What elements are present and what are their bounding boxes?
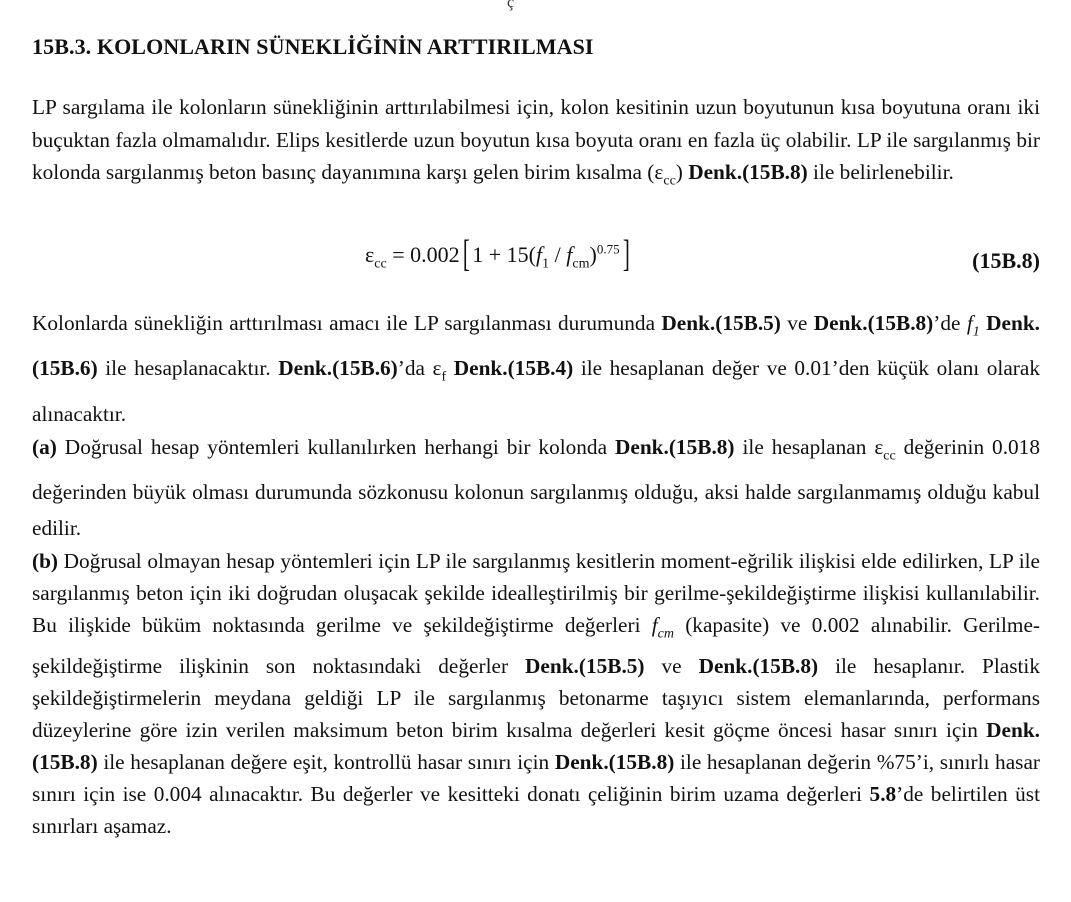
equation-ref: Denk.(15B.8) xyxy=(554,750,675,775)
paragraph-ductility: Kolonlarda sünekliğin arttırılması amacı ile LP sargılanması durumunda Denk.(15B.5) ve Denk.(15B.8)’de $f_1$ Denk.(15B.6) ile hesaplanacaktır. Denk.(15B.6)’da $\varepsilon_f$ Denk.(15B.4) ile hesaplanan değer ve 0.01’den küçük olanı olarak alınacaktır. xyxy=(32,311,1040,426)
equation-ref: Denk.(15B.6) xyxy=(278,356,398,381)
epsilon-symbol: $\varepsilon_{cc}$ xyxy=(654,160,676,189)
equation-15b8 xyxy=(32,233,1040,280)
epsilon-f-symbol: $\varepsilon_f$ xyxy=(432,356,447,385)
f1-symbol: $f_1$ xyxy=(966,311,980,340)
fcm-symbol: $f_{cm}$ xyxy=(651,613,674,642)
equation-ref: Denk.(15B.8) xyxy=(615,435,735,459)
equation-ref: Denk.(15B.8) xyxy=(698,654,819,679)
equation-ref: Denk.(15B.6) xyxy=(32,311,1040,381)
paragraph-b: (b) Doğrusal olmayan hesap yöntemleri için LP ile sargılanmış kesitlerin moment-eğrilik ilişkisi elde edilirken, LP ile sargılanmış beton için iki doğrudan oluşacak şekilde idealleştirilmiş bir gerilme-şekildeğiştirme ilişkisi kullanılabilir. Bu ilişkide büküm noktasında gerilme ve şekildeğiştirme değerleri $f_{cm}$ (kapasite) ve 0.002 alınabilir. Gerilme-şekildeğiştirme ilişkinin son noktasındaki değerler Denk.(15B.5) ve Denk.(15B.8) ile hesaplanır. Plastik şekildeğiştirmelerin meydana geldiği LP ile sargılanmış betonarme taşıyıcı sistem elemanlarında, performans düzeylerine göre izin verilen maksimum beton birim kısalma değerleri kesit göçme öncesi hasar sınırı için Denk.(15B.8) ile hesaplanan değere eşit, kontrollü hasar sınırı için Denk.(15B.8) ile hesaplanan değerin %75’i, sınırlı hasar sınırı için ise 0.004 alınacaktır. Bu değerler ve kesitteki donatı çeliğinin birim uzama değerleri 5.8’de belirtilen üst sınırları aşamaz. xyxy=(32,549,1040,839)
text: ile belirlenebilir. xyxy=(807,160,954,184)
text: LP sargılama ile kolonların sünekliğinin arttırılabilmesi için, kolon kesitinin uzun boyutunun kısa boyutuna oranı iki buçuktan fazla olmamalıdır. Elips kesitlerde uzun boyutun kısa boyuta oranı en fazla üç olabilir. LP ile sargılanmış bir kolonda sargılanmış beton basınç dayanımına karşı gelen birim kısalma ( xyxy=(32,95,1040,184)
item-label: (b) xyxy=(32,549,59,573)
paragraph-intro xyxy=(32,91,1040,198)
epsilon-symbol: $\varepsilon_{cc}$ xyxy=(874,435,896,464)
equation-ref: Denk.(15B.4) xyxy=(453,356,574,381)
page-top-mark: ç xyxy=(507,0,515,11)
section-ref: 5.8 xyxy=(869,782,897,807)
equation-ref: Denk.(15B.5) xyxy=(661,311,781,335)
equation-ref: Denk.(15B.5) xyxy=(525,654,645,679)
right-bracket: ] xyxy=(622,233,630,275)
equation-ref: Denk.(15B.8) xyxy=(32,718,1040,775)
text: ) xyxy=(675,160,689,184)
left-bracket: [ xyxy=(462,233,470,275)
equation-body: $\varepsilon_{cc} = 0.002$[ $1 + 15(f_1 / f_{cm})^{0.75}$] xyxy=(365,233,630,275)
paragraph-a: (a) Doğrusal hesap yöntemleri kullanılırken herhangi bir kolonda Denk.(15B.8) ile hesaplanan $\varepsilon_{cc}$ değerinin 0.018 değerinden büyük olması durumunda sözkonusu kolonun sargılanmış olduğu, aksi halde sargılanmamış olduğu kabul edilir. xyxy=(32,435,1040,541)
equation-number: (15B.8) xyxy=(972,248,1040,273)
equation-ref: Denk.(15B.8) xyxy=(813,311,934,335)
item-label: (a) xyxy=(32,435,57,459)
section-title: 15B.3. KOLONLARIN SÜNEKLİĞİNİN ARTTIRILMASI xyxy=(32,34,594,59)
equation-ref: Denk.(15B.8) xyxy=(688,160,808,184)
